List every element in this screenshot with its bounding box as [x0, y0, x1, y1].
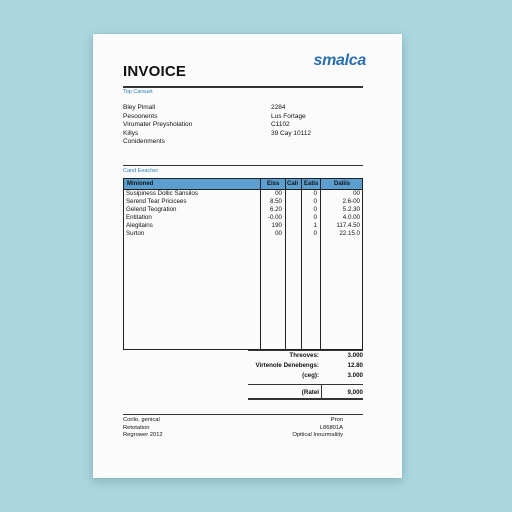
- item-amount: 00: [353, 190, 360, 197]
- item-description: Susipiness Dollic Sansilos: [126, 190, 198, 197]
- table-row: [124, 190, 362, 198]
- item-qty: -0.00: [267, 214, 282, 221]
- items-divider: [123, 165, 363, 166]
- header-divider: [123, 86, 363, 88]
- column-header: Eatis: [304, 181, 319, 187]
- item-description: Alegitains: [126, 222, 153, 229]
- invoice-page: [93, 34, 402, 478]
- totals-top-rule: [248, 350, 363, 351]
- grand-total-label: (Ratel: [301, 389, 319, 396]
- item-description: Serend Tear Pricicees: [126, 198, 187, 205]
- line-items-table: [123, 178, 363, 350]
- item-qty: 190: [271, 222, 282, 229]
- item-description: Entitation: [126, 214, 152, 221]
- info-left: [123, 104, 192, 147]
- column-header: Minioned: [127, 181, 154, 187]
- item-amount: 5.2.30: [342, 206, 360, 213]
- info-left-line: Pesoonents: [123, 112, 158, 120]
- item-qty: 6.20: [269, 206, 282, 213]
- item-description: Surton: [126, 230, 145, 237]
- info-right-line: C1102: [271, 121, 290, 128]
- info-left-line: Conidenments: [123, 138, 165, 145]
- info-right-line: 39 Cay 10112: [271, 129, 311, 137]
- discount-value: 12.80: [347, 362, 363, 369]
- item-qty: 00: [275, 190, 282, 197]
- column-header: Eiss: [267, 181, 280, 187]
- item-amount: 117.4.50: [336, 222, 360, 229]
- footer-right-line: Opitical Inourmaliity: [292, 432, 343, 438]
- footer-right-line: L86801A: [319, 424, 343, 431]
- table-row: [124, 214, 362, 222]
- info-right: [271, 104, 311, 138]
- footer-left: [123, 417, 163, 440]
- section-label-items: Cand Eeacher: [123, 168, 159, 174]
- table-row: [124, 198, 362, 206]
- grand-total-value: 9,000: [347, 389, 363, 396]
- info-left-line: Virumater Preysholation: [123, 121, 193, 128]
- column-header: Cali: [287, 181, 299, 187]
- item-rate: 0: [313, 198, 317, 205]
- item-amount: 4.0.00: [342, 214, 360, 221]
- item-rate: 0: [313, 190, 317, 197]
- footer-divider: [123, 414, 363, 415]
- footer-left-line: Corilo, genical: [123, 417, 160, 423]
- brand-logo: smalca: [313, 52, 366, 69]
- section-label-top: Top Carsuet: [123, 89, 153, 95]
- subtotal-value: 3.000: [347, 352, 363, 359]
- grand-total-top-rule: [248, 384, 363, 385]
- info-left-line: Killys: [123, 129, 139, 137]
- grand-total-divider: [321, 384, 322, 398]
- info-left-line: Bley Pimall: [123, 104, 156, 111]
- grand-total-bottom-rule: [248, 398, 363, 400]
- item-description: Gelend Teogration: [126, 206, 177, 213]
- table-header: [124, 179, 362, 190]
- tax-label: (ceg):: [302, 372, 319, 379]
- item-amount: 2.6-00: [342, 198, 360, 205]
- info-right-line: Lus Fortage: [271, 112, 306, 120]
- item-qty: 8.50: [269, 198, 282, 205]
- discount-label: Virtenole Denebengs:: [255, 362, 319, 369]
- footer-right: [253, 417, 343, 440]
- table-row: [124, 222, 362, 230]
- item-amount: 22.15.0: [339, 230, 360, 237]
- item-rate: 0: [313, 214, 317, 221]
- item-qty: 00: [275, 230, 282, 237]
- table-row: [124, 230, 362, 238]
- item-rate: 0: [313, 230, 317, 237]
- info-right-line: 2284: [271, 104, 286, 111]
- footer-right-line: Pron: [330, 417, 343, 423]
- column-header: Daliis: [334, 181, 351, 187]
- item-rate: 1: [313, 222, 317, 229]
- invoice-title: INVOICE: [123, 63, 187, 80]
- tax-value: 3.000: [347, 372, 363, 379]
- footer-left-line: Retotation: [123, 424, 150, 431]
- table-row: [124, 206, 362, 214]
- item-rate: 0: [313, 206, 317, 213]
- subtotal-label: Threoves:: [289, 352, 319, 359]
- footer-left-line: Regrower 2012: [123, 432, 163, 438]
